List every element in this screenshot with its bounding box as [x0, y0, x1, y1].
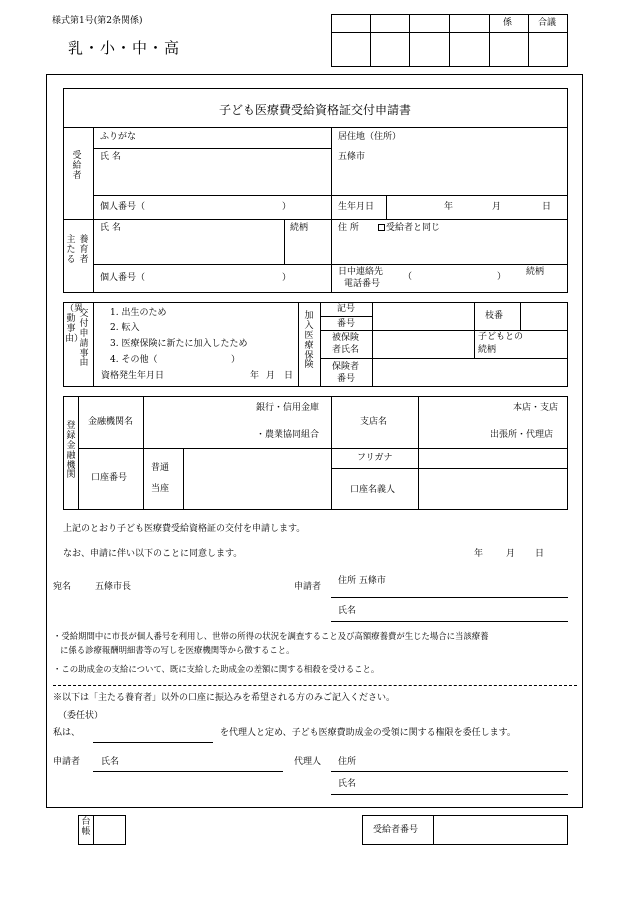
reason-item: 4. その他（ [110, 355, 158, 365]
bank-section-label: 登録金融機関 [66, 421, 76, 481]
statement-2: なお、申請に伴い以下のことに同意します。 [63, 549, 243, 559]
birthdate-year: 年 [444, 202, 454, 212]
bank-furigana-label: フリガナ [357, 453, 393, 463]
birthdate-month: 月 [492, 202, 502, 212]
branch-type-2: 出張所・代理店 [490, 430, 554, 440]
delegate-name-line[interactable] [93, 742, 213, 743]
recipient-my-number-label: 個人番号（ [100, 202, 146, 212]
reason-section-label: 交付申請事由 [79, 309, 89, 369]
reason-day: 日 [284, 371, 294, 381]
date-month: 月 [506, 549, 516, 559]
date-day: 日 [535, 549, 545, 559]
delegation-text: を代理人と定め、子ども医療費助成金の受領に関する権限を委任します。 [220, 728, 516, 738]
same-as-recipient-label: 受給者と同じ [386, 223, 441, 233]
holder-label: 口座名義人 [350, 485, 396, 495]
form-number: 様式第1号(第2条関係) [52, 16, 143, 26]
reason-other-close: ） [231, 355, 241, 365]
recipient-address-city: 五條市 [338, 152, 366, 162]
guardian-label-1: 主たる [66, 235, 76, 265]
insurer-2: 番号 [337, 374, 356, 384]
guardian-phone-close: ） [497, 272, 507, 282]
applicant-label: 申請者 [294, 582, 322, 592]
institution-label: 金融機関名 [88, 417, 134, 427]
note: ※以下は「主たる養育者」以外の口座に振込みを希望される方のみご記入ください。 [53, 693, 396, 703]
insurance-section-label: 加入医療保険 [304, 311, 314, 371]
insurance-symbol-label: 記号 [337, 304, 356, 314]
guardian-relationship-label: 続柄 [290, 223, 309, 233]
delegation-title: （委任状） [58, 711, 104, 721]
child-relation-2: 続柄 [478, 345, 497, 355]
consent-1a: ・受給期間中に市長が個人番号を利用し、世帯の所得の状況を調査すること及び高額療養費が生じた場合に当該療養 [53, 631, 489, 641]
insurance-number-label: 番号 [337, 319, 356, 329]
reason-date-label: 資格発生年月日 [101, 371, 165, 381]
guardian-my-number-close: ） [282, 273, 292, 283]
birthdate-day: 日 [542, 202, 552, 212]
stamp-col-a: 係 [503, 18, 513, 28]
consent-1b: に係る診療報酬明細書等の写しを医療機関等から徴すること。 [60, 645, 295, 655]
delegation-applicant-name: 氏名 [101, 757, 120, 767]
addressee-label: 宛名 [53, 582, 72, 592]
guardian-day-contact-1: 日中連絡先 [338, 267, 384, 277]
insurance-branch-label: 枝番 [485, 311, 504, 321]
applicant-name: 氏名 [338, 606, 357, 616]
applicant-address-line[interactable] [331, 597, 568, 598]
recipient-section-label: 受給者 [72, 151, 82, 181]
reason-item: 2. 転入 [110, 323, 140, 333]
recipient-number-label: 受給者番号 [373, 825, 419, 835]
bank-type-1: 銀行・信用金庫 [256, 403, 320, 413]
form-title: 子ども医療費受給資格証交付申請書 [218, 103, 411, 117]
guardian-label-2: 養育者 [79, 235, 89, 265]
school-levels: 乳・小・中・高 [68, 39, 181, 57]
guardian-my-number-label: 個人番号（ [100, 273, 146, 283]
delegation-prefix: 私は、 [53, 728, 81, 738]
same-as-recipient-checkbox[interactable] [378, 224, 440, 233]
branch-name-label: 支店名 [360, 417, 388, 427]
recipient-name-label: 氏 名 [100, 152, 121, 162]
reason-month: 月 [266, 371, 276, 381]
addressee: 五條市長 [95, 582, 132, 592]
reason-item: 1. 出生のため [110, 308, 167, 318]
delegation-applicant-label: 申請者 [53, 757, 81, 767]
bank-type-2: ・農業協同組合 [256, 430, 320, 440]
recipient-address-label: 居住地（住所） [338, 132, 402, 142]
branch-type-1: 本店・支店 [513, 403, 559, 413]
guardian-relationship-2: 続柄 [526, 267, 545, 277]
child-relation-1: 子どもとの [478, 332, 524, 342]
insurance-insured-2: 者氏名 [332, 345, 360, 355]
checking-option[interactable]: 当座 [151, 484, 170, 494]
agent-address: 住所 [338, 757, 357, 767]
applicant-name-line[interactable] [331, 621, 568, 622]
statement-1: 上記のとおり子ども医療費受給資格証の交付を申請します。 [63, 524, 306, 534]
account-number-label: 口座番号 [91, 473, 128, 483]
guardian-address-label: 住 所 [338, 223, 359, 233]
ledger-label: 台帳 [81, 817, 91, 837]
divider [53, 685, 577, 686]
agent-name: 氏名 [338, 779, 357, 789]
guardian-name-label: 氏 名 [100, 223, 121, 233]
date-year: 年 [474, 549, 484, 559]
consent-2: ・この助成金の支給について、既に支給した助成金の差額に関する相殺を受けること。 [53, 664, 380, 674]
applicant-address: 住所 五條市 [338, 576, 386, 586]
recipient-my-number-close: ） [282, 202, 292, 212]
stamp-col-b: 合議 [538, 18, 557, 28]
delegation-applicant-line[interactable] [93, 771, 283, 772]
agent-address-line[interactable] [331, 771, 568, 772]
guardian-day-contact-2: 電話番号 [344, 279, 381, 289]
insurance-insured-1: 被保険 [332, 333, 360, 343]
guardian-phone-open: （ [403, 272, 413, 282]
recipient-birthdate-label: 生年月日 [338, 202, 375, 212]
agent-label: 代理人 [294, 757, 322, 767]
reason-section-sub: （異動事由） [65, 304, 84, 344]
reason-year: 年 [250, 371, 260, 381]
agent-name-line[interactable] [331, 794, 568, 795]
ordinary-option[interactable]: 普通 [151, 463, 170, 473]
insurer-1: 保険者 [332, 362, 360, 372]
recipient-furigana-label: ふりがな [100, 132, 137, 142]
reason-item: 3. 医療保険に新たに加入したため [110, 339, 248, 349]
